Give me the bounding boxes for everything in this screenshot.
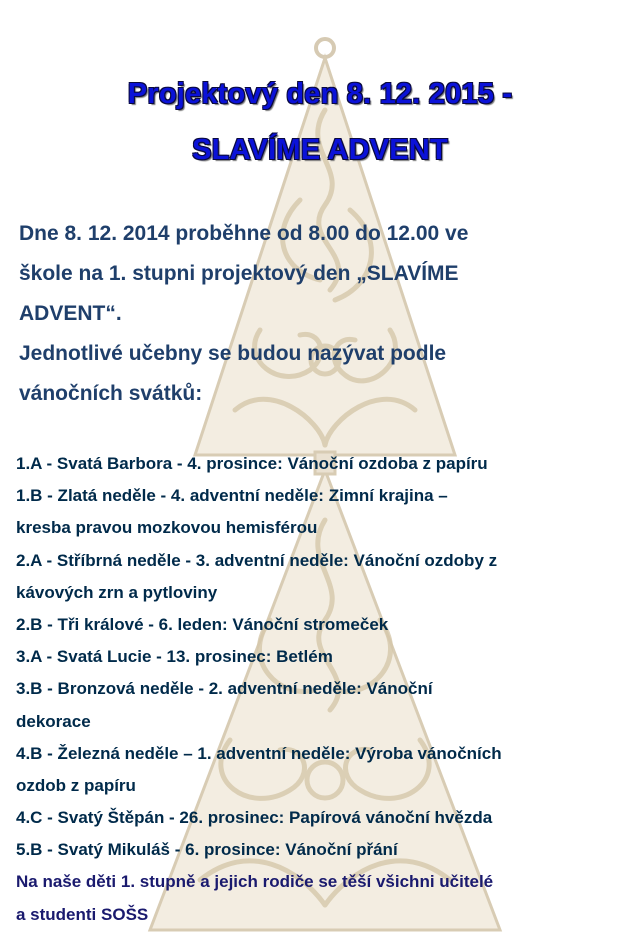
intro-line: škole na 1. stupni projektový den „SLAVÍME bbox=[19, 262, 459, 285]
list-item: 4.B - Železná neděle – 1. adventní neděle: Výroba vánočních bbox=[16, 743, 502, 763]
intro-paragraph bbox=[19, 214, 629, 414]
list-item: 1.B - Zlatá neděle - 4. adventní neděle: Zimní krajina – bbox=[16, 486, 448, 506]
list-item: 2.B - Tři králové - 6. leden: Vánoční stromeček bbox=[16, 614, 389, 634]
list-item: dekorace bbox=[16, 711, 91, 731]
intro-line: Jednotlivé učebny se budou nazývat podle bbox=[19, 342, 447, 365]
closing-line: a studenti SOŠS bbox=[16, 904, 149, 924]
list-item: 5.B - Svatý Mikuláš - 6. prosince: Vánoční přání bbox=[16, 840, 398, 860]
list-item: 3.B - Bronzová neděle - 2. adventní neděle: Vánoční bbox=[16, 679, 433, 699]
list-item: ozdob z papíru bbox=[16, 775, 136, 795]
page-title-line-1: Projektový den 8. 12. 2015 - bbox=[127, 78, 513, 110]
list-item: 3.A - Svatá Lucie - 13. prosinec: Betlém bbox=[16, 647, 333, 667]
intro-line: ADVENT“. bbox=[19, 302, 122, 325]
intro-line: Dne 8. 12. 2014 proběhne od 8.00 do 12.00 ve bbox=[19, 222, 469, 245]
classroom-list bbox=[16, 448, 638, 931]
list-item: 4.C - Svatý Štěpán - 26. prosinec: Papírová vánoční hvězda bbox=[16, 808, 493, 828]
list-item: 1.A - Svatá Barbora - 4. prosince: Vánoční ozdoba z papíru bbox=[16, 454, 488, 473]
page-title-line-2: SLAVÍME ADVENT bbox=[192, 134, 448, 166]
list-item: kávových zrn a pytloviny bbox=[16, 582, 218, 602]
list-item: 2.A - Stříbrná neděle - 3. adventní neděle: Vánoční ozdoby z bbox=[16, 550, 498, 570]
intro-line: vánočních svátků: bbox=[19, 382, 203, 405]
list-item: kresba pravou mozkovou hemisférou bbox=[16, 518, 318, 538]
closing-line: Na naše děti 1. stupně a jejich rodiče se těší všichni učitelé bbox=[16, 872, 494, 892]
